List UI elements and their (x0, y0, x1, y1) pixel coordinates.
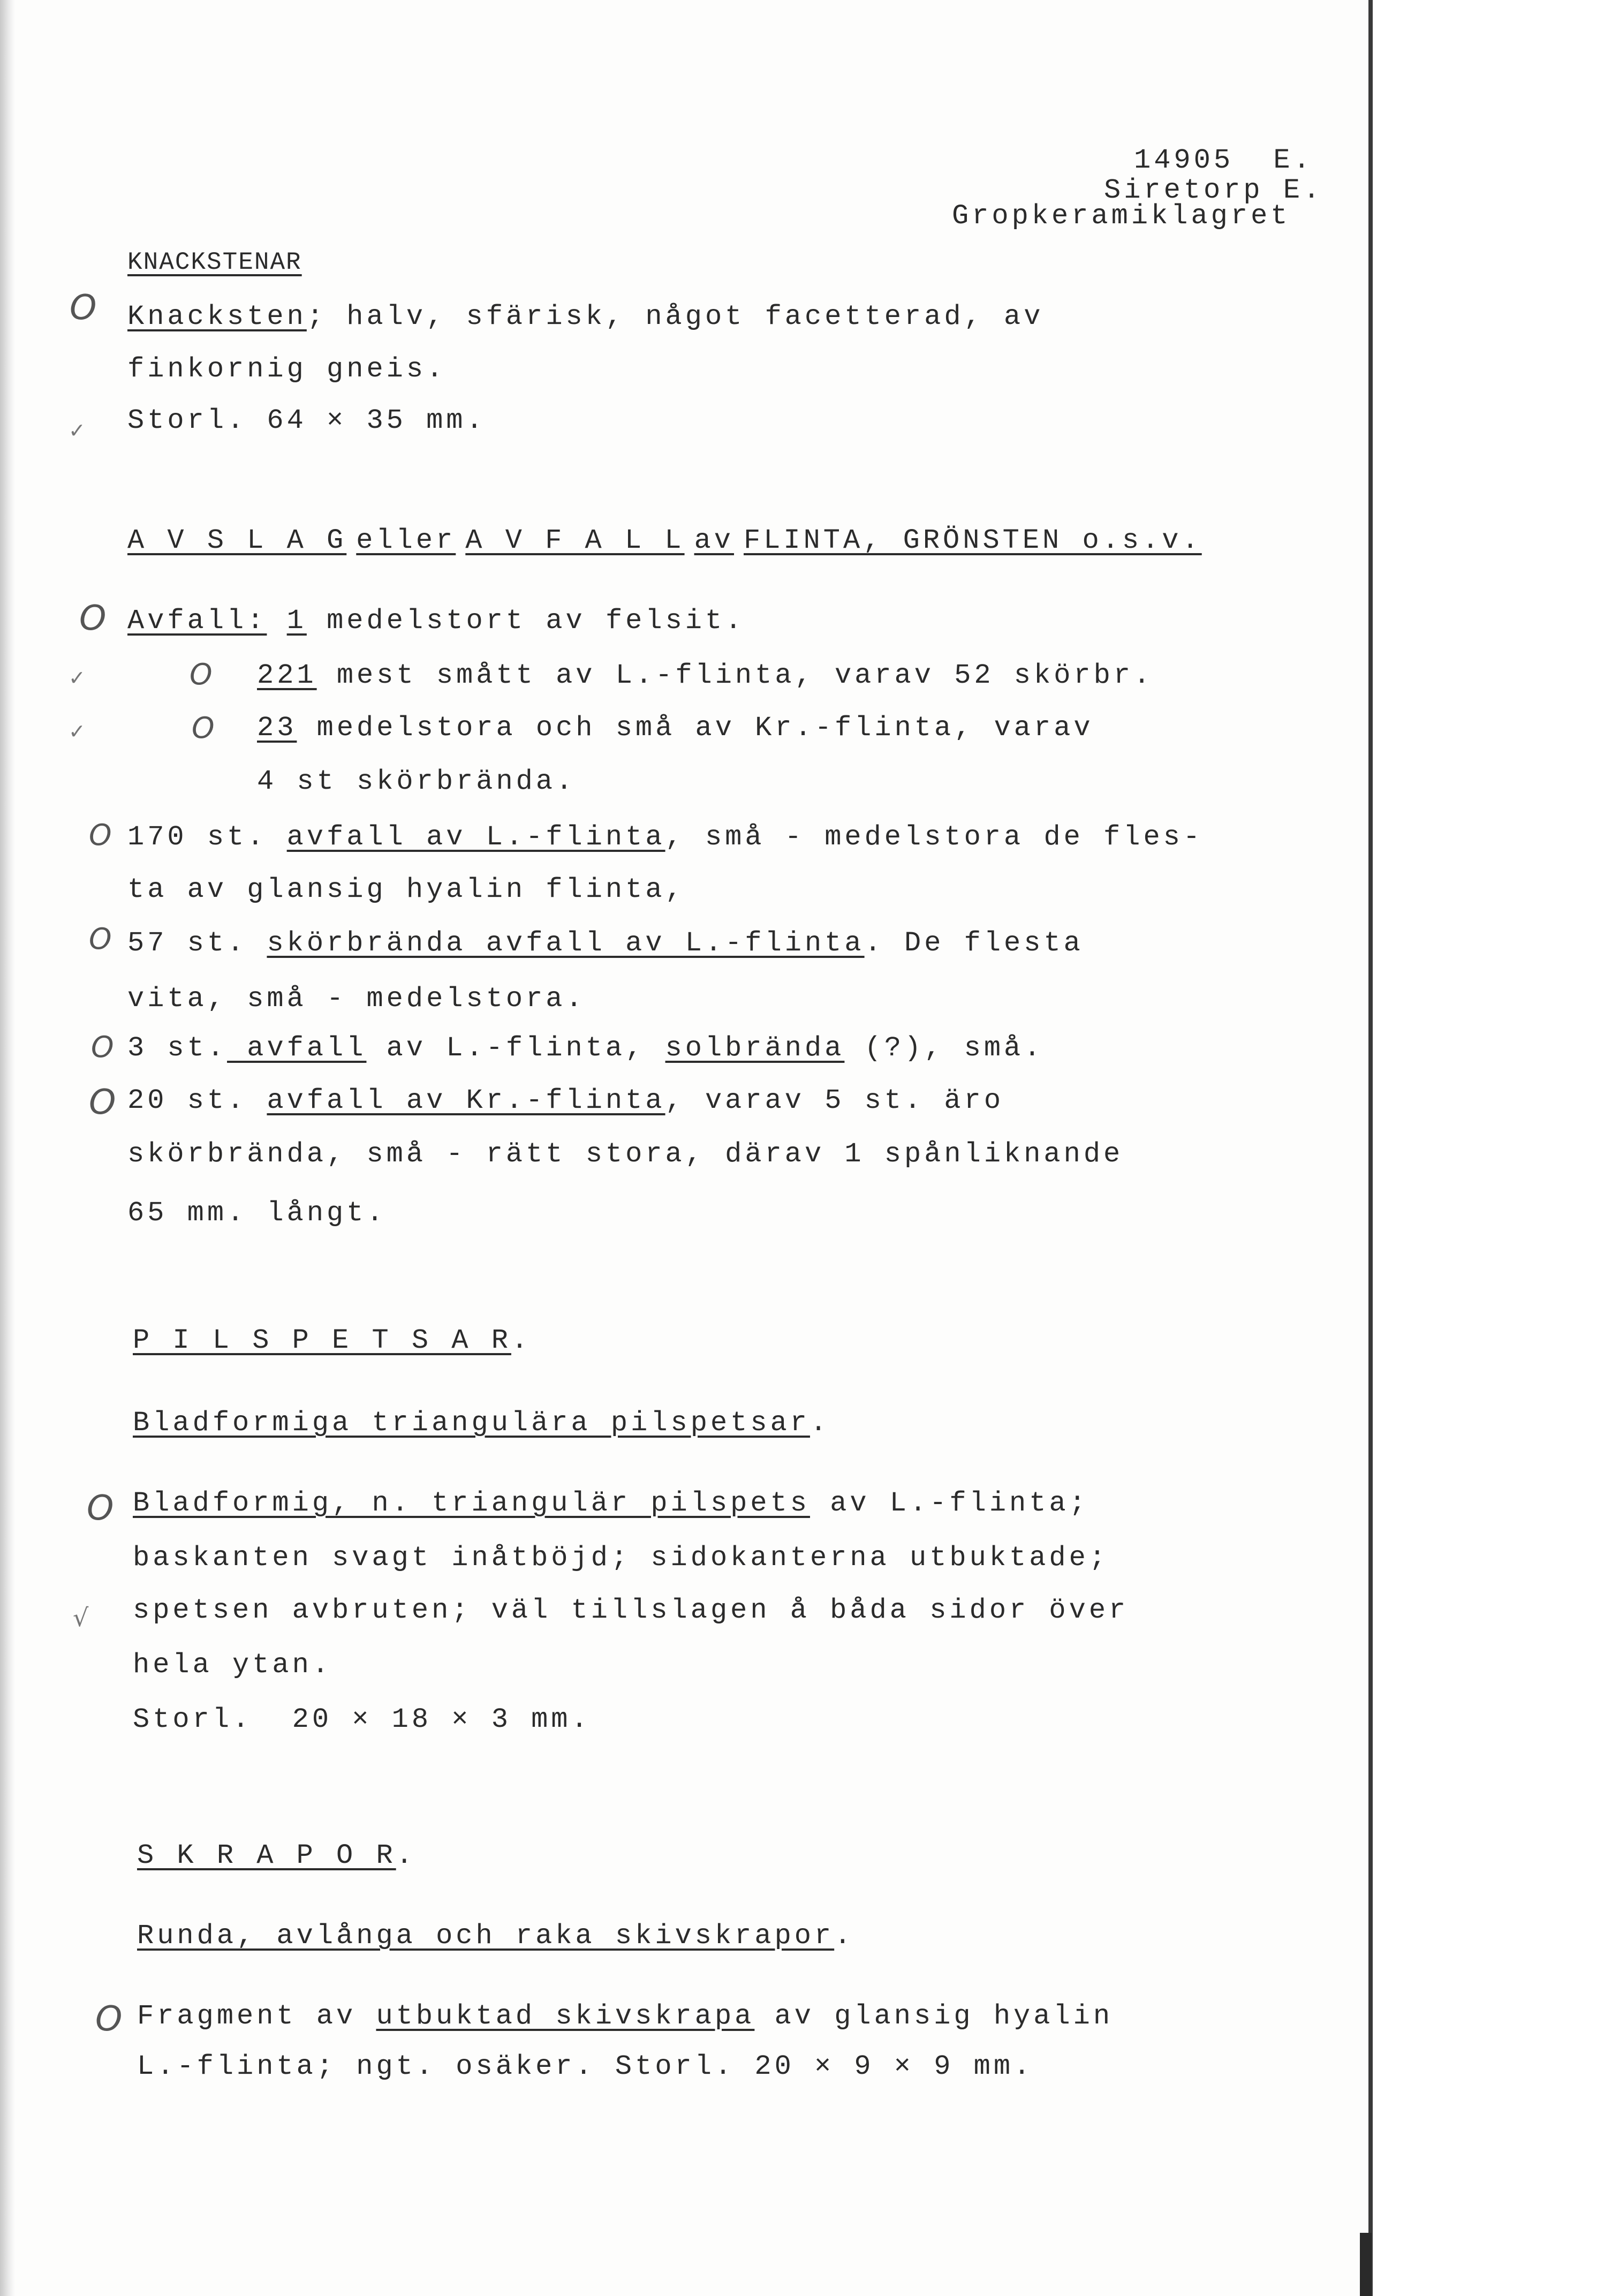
avfall-count-2: 221 (257, 660, 317, 691)
avfall-line-4: 4 st skörbrända. (257, 766, 576, 797)
avfall-text-9m: av L.-flinta, (366, 1032, 665, 1064)
pilspets-line-1 (133, 1487, 1089, 1520)
section-heading-avslag (127, 525, 1202, 557)
avfall-line-12: 65 mm. långt. (127, 1197, 387, 1229)
subheading-bladformiga (133, 1407, 830, 1439)
avfall-line-9 (127, 1032, 1043, 1064)
avfall-count-1: 1 (286, 605, 307, 637)
layer-name: Gropkeramiklagret (952, 200, 1291, 232)
skrapa-text-b: av glansig hyalin (754, 2000, 1114, 2032)
item-label: Knacksten (127, 301, 307, 333)
avfall-text-7a: 57 st. (127, 927, 267, 959)
avfall-text-10u: avfall av Kr.-flinta (267, 1085, 665, 1116)
scan-left-edge (0, 0, 15, 2296)
site-name: Siretorp E. (1104, 175, 1323, 206)
pilspets-line-4: hela ytan. (133, 1649, 332, 1681)
margin-tick-mark: ✓ (69, 419, 86, 442)
skrapa-text-a: Fragment av (137, 2000, 376, 2032)
pilspets-label: Bladformig, n. triangulär pilspets (133, 1487, 810, 1519)
page-corner-shadow (1360, 2233, 1372, 2296)
avfall-text-9a: 3 st. (127, 1032, 228, 1064)
knacksten-size: Storl. 64 × 35 mm. (127, 405, 486, 436)
avfall-line-10 (127, 1085, 1004, 1117)
avfall-text-5b: , små - medelstora de fles- (665, 821, 1204, 853)
margin-circle-mark: O (190, 658, 213, 691)
avfall-text-2: mest smått av L.-flinta, varav 52 skörbr. (316, 660, 1154, 691)
margin-circle-mark: O (89, 818, 112, 852)
avfall-count-3: 23 (257, 712, 297, 744)
pilspets-text: av L.-flinta; (810, 1487, 1089, 1519)
avfall-text-10b: , varav 5 st. äro (665, 1085, 1004, 1116)
margin-circle-mark: O (87, 1489, 114, 1528)
avfall-line-8: vita, små - medelstora. (127, 983, 586, 1015)
avfall-text-5a: 170 st. (127, 821, 287, 853)
skrapa-text-u: utbuktad skivskrapa (376, 2000, 755, 2032)
subheading-skivskrapor-dot: . (834, 1920, 854, 1952)
heading-part-flinta: FLINTA, GRÖNSTEN o.s.v. (743, 525, 1202, 556)
margin-circle-mark: O (95, 1999, 123, 2039)
subheading-skivskrapor (137, 1920, 854, 1952)
skrapa-line-1 (137, 2000, 1113, 2033)
margin-tick-mark: ✓ (69, 666, 86, 690)
margin-circle-mark: O (89, 1083, 116, 1122)
heading-pilspetsar-dot: . (511, 1325, 532, 1356)
subheading-bladformiga-dot: . (810, 1407, 830, 1439)
heading-skrapor-text: S K R A P O R (137, 1840, 396, 1871)
avfall-text-5u: avfall av L.-flinta (286, 821, 665, 853)
heading-pilspetsar-text: P I L S P E T S A R (133, 1325, 511, 1356)
knacksten-line-1 (127, 301, 1043, 333)
heading-part-avslag: A V S L A G (127, 525, 347, 556)
avfall-line-1 (127, 605, 745, 637)
heading-part-av: av (694, 525, 734, 556)
avfall-line-11: skörbrända, små - rätt stora, därav 1 spånliknande (127, 1138, 1124, 1170)
avfall-text-9u2: solbrända (665, 1032, 845, 1064)
subheading-bladformiga-text: Bladformiga triangulära pilspetsar (133, 1407, 810, 1439)
section-heading-pilspetsar (133, 1325, 531, 1357)
avfall-text-7b: . De flesta (864, 927, 1084, 959)
avfall-line-3 (257, 712, 1094, 744)
knacksten-line-2: finkornig gneis. (127, 353, 447, 385)
avfall-text-9u1: avfall (227, 1032, 367, 1064)
avfall-line-5 (127, 821, 1203, 854)
catalog-number: 14905 E. (1134, 145, 1313, 176)
margin-check-mark: √ (73, 1603, 89, 1632)
avfall-text-1: medelstort av felsit. (306, 605, 745, 637)
margin-circle-mark: O (89, 922, 112, 956)
page-right-edge (1368, 0, 1373, 2296)
margin-circle-mark: O (79, 599, 107, 638)
avfall-label: Avfall: (127, 605, 267, 637)
avfall-text-9b: (?), små. (844, 1032, 1044, 1064)
margin-circle-mark: O (70, 288, 97, 328)
skrapa-line-2: L.-flinta; ngt. osäker. Storl. 20 × 9 × 9 mm. (137, 2051, 1034, 2082)
pilspets-line-3: spetsen avbruten; väl tillslagen å båda sidor över (133, 1595, 1129, 1626)
subheading-skivskrapor-text: Runda, avlånga och raka skivskrapor (137, 1920, 835, 1952)
item-text: ; halv, sfärisk, något facetterad, av (306, 301, 1044, 333)
avfall-line-2 (257, 660, 1153, 692)
section-heading-skrapor (137, 1840, 416, 1872)
margin-tick-mark: ✓ (69, 720, 86, 743)
avfall-line-6: ta av glansig hyalin flinta, (127, 874, 685, 905)
section-heading-knackstenar: KNACKSTENAR (127, 248, 302, 276)
pilspets-line-2: baskanten svagt inåtböjd; sidokanterna utbuktade; (133, 1542, 1109, 1574)
margin-circle-mark: O (192, 711, 215, 745)
heading-skrapor-dot: . (396, 1840, 416, 1871)
avfall-text-3: medelstora och små av Kr.-flinta, varav (297, 712, 1094, 744)
margin-circle-mark: O (91, 1030, 114, 1064)
avfall-text-7u: skörbrända avfall av L.-flinta (267, 927, 865, 959)
avfall-line-7 (127, 927, 1084, 960)
scan-background (1373, 0, 1619, 2296)
pilspets-size: Storl. 20 × 18 × 3 mm. (133, 1704, 591, 1735)
avfall-text-10a: 20 st. (127, 1085, 267, 1116)
heading-part-eller: eller (356, 525, 456, 556)
heading-part-avfall: A V F A L L (465, 525, 685, 556)
